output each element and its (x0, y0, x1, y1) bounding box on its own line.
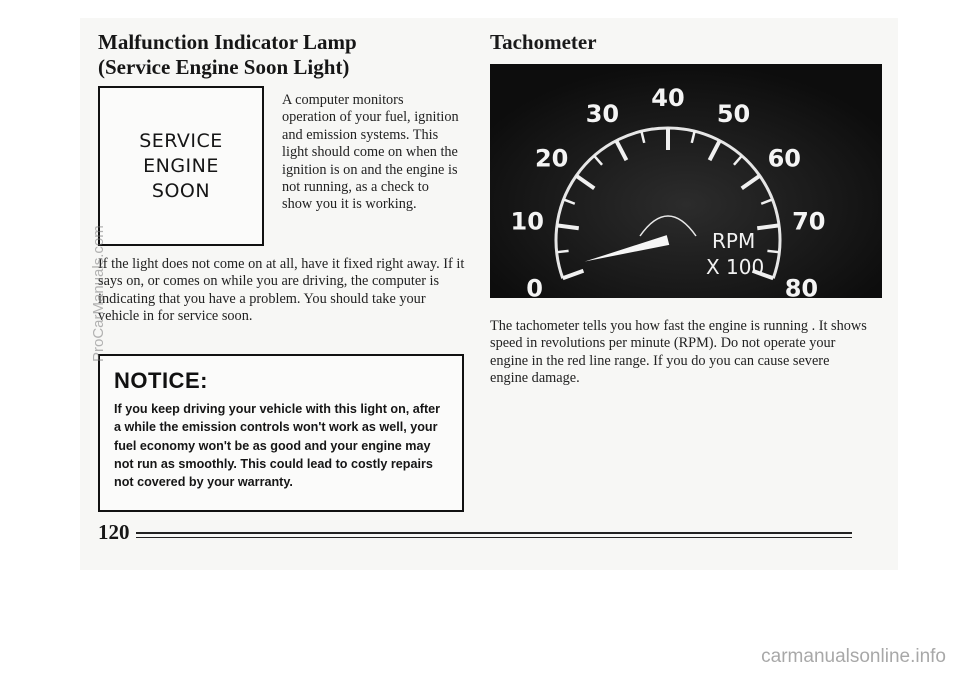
tachometer-illustration (490, 64, 882, 298)
minor-tick (557, 251, 569, 252)
heading-line-2: (Service Engine Soon Light) (98, 55, 350, 79)
major-tick (557, 225, 579, 228)
scale-label: 70 (792, 207, 826, 236)
lamp-failure-paragraph: If the light does not come on at all, have it fixed right away. If it says on, or comes on while you are driving, the computer is indicating that you have a problem. You should take your vehicle in for service soon. (98, 256, 465, 325)
scale-label: 60 (767, 144, 802, 173)
service-engine-soon-lamp-illustration (98, 86, 264, 246)
notice-title: NOTICE: (114, 368, 208, 393)
lamp-text-line-3: SOON (151, 179, 211, 202)
scale-label: 0 (526, 274, 543, 298)
lamp-text-line-2: ENGINE (143, 154, 219, 177)
unit-label-x100: X 100 (706, 255, 765, 279)
scale-label: 50 (716, 100, 751, 129)
lamp-description: A computer monitors operation of your fuel, ignition and emission systems. This light should come on when the ignition is on and the engine is not running, as a check to show you it is working. (282, 92, 459, 213)
footer-rule-thin (136, 537, 852, 538)
lamp-text-line-1: SERVICE (139, 129, 223, 152)
scale-label: 20 (534, 144, 569, 173)
unit-label-rpm: RPM (712, 229, 756, 253)
tachometer-description: The tachometer tells you how fast the engine is running . It shows speed in revolutions per minute (RPM). Do not operate your engine in the red line range. If you do you can cause severe engine damage. (490, 318, 867, 387)
scale-label: 30 (585, 100, 620, 129)
notice-text: If you keep driving your vehicle with this light on, after a while the emission controls won't work as well, your fuel economy won't be as good and your engine may not run as smoothly. This could lead to costly repairs not covered by your warranty. (114, 402, 441, 490)
notice-box (98, 354, 464, 512)
footer-rule (136, 532, 852, 534)
minor-tick (767, 251, 779, 252)
side-watermark: ProCarManuals.com (90, 225, 107, 362)
heading-line-1: Malfunction Indicator Lamp (98, 30, 357, 54)
scale-label: 40 (651, 84, 685, 112)
scale-label: 10 (510, 207, 544, 236)
section-heading-malfunction-lamp (98, 30, 357, 80)
section-heading-tachometer: Tachometer (490, 30, 597, 54)
page-number: 120 (98, 520, 130, 544)
dial-face (490, 64, 882, 298)
major-tick (757, 225, 779, 228)
tachometer-dial (490, 64, 882, 298)
bottom-watermark: carmanualsonline.info (761, 646, 946, 667)
scale-label: 80 (784, 274, 819, 298)
